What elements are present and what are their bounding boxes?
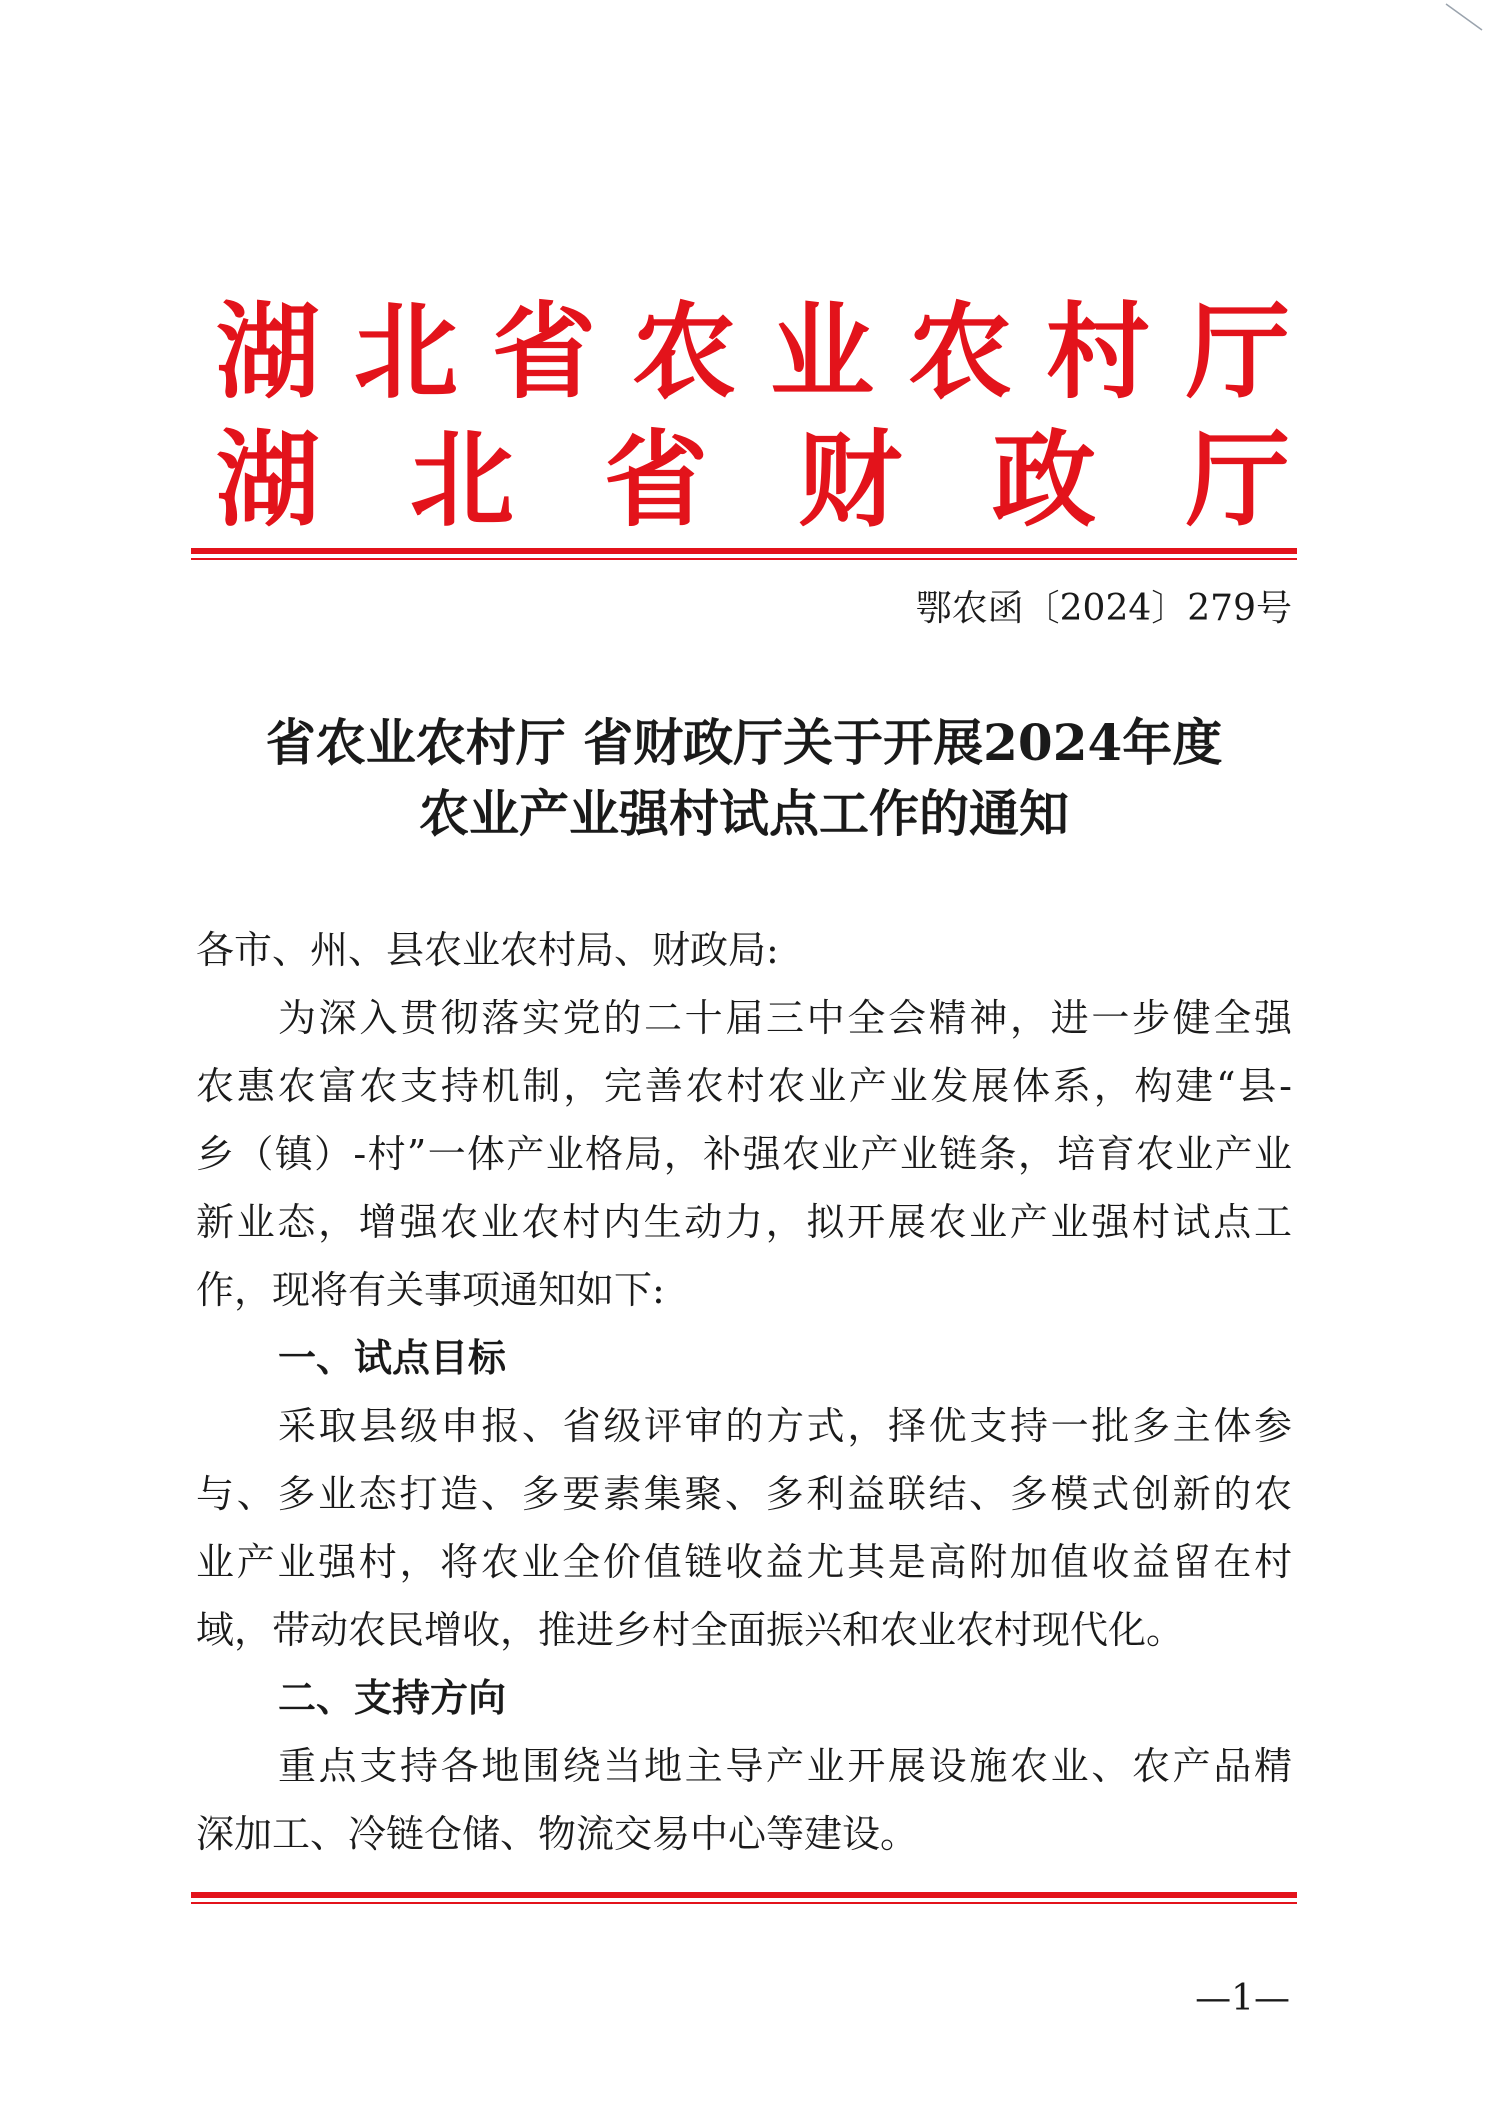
divider-thin-line [191, 558, 1297, 560]
intro-line: 新业态，增强农业农村内生动力，拟开展农业产业强村试点工 [196, 1200, 1292, 1244]
scan-artifact-line [1446, 4, 1482, 30]
letterhead-char: 厅 [1186, 418, 1291, 541]
letterhead-char: 政 [992, 418, 1097, 541]
letterhead-char: 湖 [216, 290, 321, 413]
letterhead-char: 农 [632, 290, 737, 413]
divider-thin-line [191, 1902, 1297, 1904]
section-line: 业产业强村，将农业全价值链收益尤其是高附加值收益留在村 [196, 1540, 1292, 1584]
letterhead-char: 农 [908, 290, 1013, 413]
letterhead-char: 村 [1046, 290, 1151, 413]
divider-thick-line [191, 1892, 1297, 1898]
page-number: —1— [1195, 1978, 1290, 2019]
document-title-line-1: 省农业农村厅 省财政厅关于开展2024年度 [265, 713, 1223, 772]
intro-line: 作，现将有关事项通知如下: [196, 1268, 665, 1312]
document-title-line-2: 农业产业强村试点工作的通知 [419, 784, 1069, 843]
section-line: 与、多业态打造、多要素集聚、多利益联结、多模式创新的农 [196, 1472, 1292, 1516]
intro-line: 农惠农富农支持机制，完善农村农业产业发展体系，构建“县- [196, 1064, 1292, 1108]
letterhead-char: 省 [604, 418, 709, 541]
salutation: 各市、州、县农业农村局、财政局: [196, 928, 779, 972]
section-line: 采取县级申报、省级评审的方式，择优支持一批多主体参 [278, 1404, 1292, 1448]
section-heading-pilot-goals: 一、试点目标 [278, 1336, 507, 1380]
section-line: 深加工、冷链仓储、物流交易中心等建设。 [196, 1812, 919, 1856]
section-heading-support-direction: 二、支持方向 [278, 1676, 507, 1720]
document-number: 鄂农函〔2024〕279号 [915, 588, 1292, 629]
letterhead-char: 厅 [1186, 290, 1291, 413]
letterhead-char: 财 [798, 418, 903, 541]
letterhead-char: 北 [410, 418, 515, 541]
divider-thick-line [191, 548, 1297, 554]
scan-artifact-mark [1428, 0, 1488, 40]
letterhead-char: 北 [354, 290, 459, 413]
section-line: 域，带动农民增收，推进乡村全面振兴和农业农村现代化。 [196, 1608, 1185, 1652]
letterhead-char: 业 [770, 290, 875, 413]
intro-line: 为深入贯彻落实党的二十届三中全会精神，进一步健全强 [278, 996, 1292, 1040]
letterhead-char: 省 [492, 290, 597, 413]
letterhead-char: 湖 [216, 418, 321, 541]
section-line: 重点支持各地围绕当地主导产业开展设施农业、农产品精 [278, 1744, 1292, 1788]
intro-line: 乡（镇）-村”一体产业格局，补强农业产业链条，培育农业产业 [196, 1132, 1292, 1176]
